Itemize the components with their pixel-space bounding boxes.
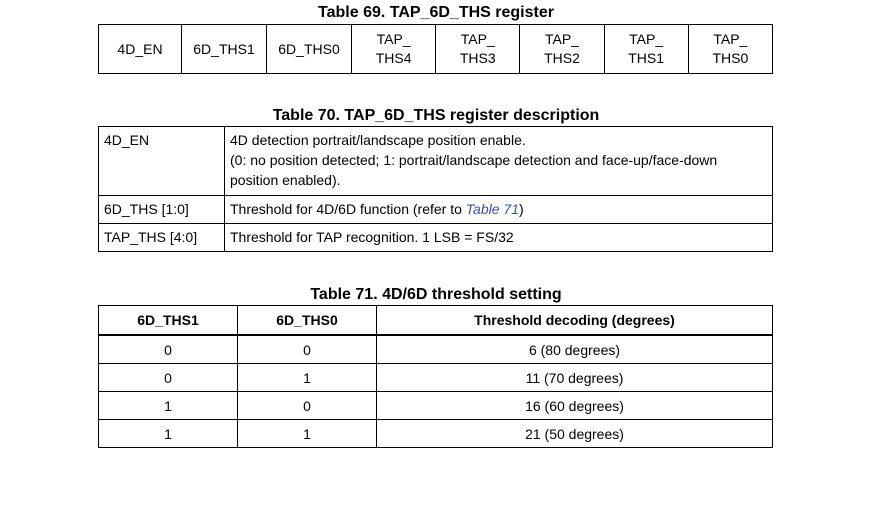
field-description: Threshold for TAP recognition. 1 LSB = FS/32 [225,224,773,252]
table-cell: 1 [99,420,238,448]
field-name: 6D_THS [1:0] [99,196,225,224]
bit-cell-tap-ths2: TAP_ THS2 [520,25,604,74]
table-row [99,224,773,252]
table70-register-description [98,126,773,252]
field-description: Threshold for 4D/6D function (refer to Table 71) [225,196,773,224]
table-row [99,335,773,364]
table-cell: 16 (60 degrees) [377,392,773,420]
bit-cell-4d-en: 4D_EN [99,25,182,74]
table-cell: 0 [238,335,377,364]
table71-caption: Table 71. 4D/6D threshold setting [310,286,562,303]
table-row [99,420,773,448]
table-cell: 1 [238,364,377,392]
table-cell: 11 (70 degrees) [377,364,773,392]
table-cell: 0 [238,392,377,420]
table-cell: 21 (50 degrees) [377,420,773,448]
table-cell: 1 [99,392,238,420]
table-row [99,127,773,196]
table-cell: 6 (80 degrees) [377,335,773,364]
bit-cell-tap-ths0: TAP_ THS0 [688,25,772,74]
bit-cell-6d-ths0: 6D_THS0 [267,25,352,74]
table-cell: 0 [99,364,238,392]
column-header: Threshold decoding (degrees) [377,306,773,336]
field-name: TAP_THS [4:0] [99,224,225,252]
table-cell: 0 [99,335,238,364]
table71-link[interactable]: Table 71 [465,201,519,217]
table-header-row [99,306,773,336]
bit-cell-tap-ths3: TAP_ THS3 [436,25,520,74]
field-name: 4D_EN [99,127,225,196]
table-row [99,196,773,224]
bit-cell-6d-ths1: 6D_THS1 [182,25,267,74]
field-description: 4D detection portrait/landscape position enable. (0: no position detected; 1: portrait/landscape detection and face-up/face-down position enabled). [225,127,773,196]
table71-threshold-setting [98,305,773,448]
table-cell: 1 [238,420,377,448]
bit-cell-tap-ths4: TAP_ THS4 [352,25,436,74]
column-header: 6D_THS0 [238,306,377,336]
table-row [99,392,773,420]
bit-cell-tap-ths1: TAP_ THS1 [604,25,688,74]
column-header: 6D_THS1 [99,306,238,336]
table70-caption: Table 70. TAP_6D_THS register description [272,107,600,124]
table69-caption: Table 69. TAP_6D_THS register [318,4,554,21]
table69-register-map [98,24,773,74]
table-row [99,364,773,392]
